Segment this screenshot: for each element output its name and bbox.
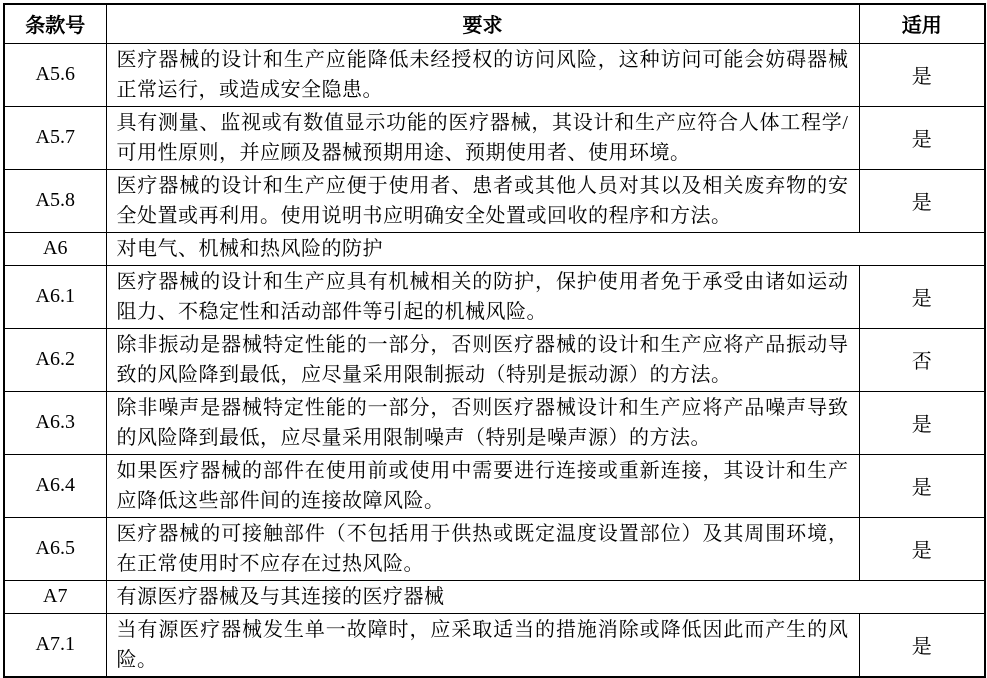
header-applicable: 适用 [859,4,985,43]
applicable-cell: 是 [859,43,985,106]
requirement-cell: 医疗器械的设计和生产应能降低未经授权的访问风险，这种访问可能会妨碍器械正常运行，或造成安全隐患。 [106,43,859,106]
table-row [4,454,985,517]
table-row [4,391,985,454]
applicable-cell: 否 [859,328,985,391]
clause-number-cell: A6.2 [4,328,106,391]
clause-number-cell: A6.3 [4,391,106,454]
requirement-cell: 除非振动是器械特定性能的一部分，否则医疗器械的设计和生产应将产品振动导致的风险降到最低，应尽量采用限制振动（特别是振动源）的方法。 [106,328,859,391]
header-clause-number: 条款号 [4,4,106,43]
clause-number-cell: A5.6 [4,43,106,106]
applicable-cell: 是 [859,169,985,232]
table-row [4,613,985,677]
table-row [4,43,985,106]
requirement-cell: 医疗器械的设计和生产应便于使用者、患者或其他人员对其以及相关废弃物的安全处置或再利用。使用说明书应明确安全处置或回收的程序和方法。 [106,169,859,232]
requirement-cell: 对电气、机械和热风险的防护 [106,232,985,265]
table-body [4,43,985,677]
applicable-cell: 是 [859,517,985,580]
clause-number-cell: A6 [4,232,106,265]
table-row [4,169,985,232]
table-row [4,517,985,580]
table-row [4,106,985,169]
section-row [4,232,985,265]
clause-number-cell: A6.4 [4,454,106,517]
requirement-cell: 除非噪声是器械特定性能的一部分，否则医疗器械设计和生产应将产品噪声导致的风险降到最低，应尽量采用限制噪声（特别是噪声源）的方法。 [106,391,859,454]
applicable-cell: 是 [859,391,985,454]
requirement-cell: 医疗器械的设计和生产应具有机械相关的防护，保护使用者免于承受由诸如运动阻力、不稳定性和活动部件等引起的机械风险。 [106,265,859,328]
clause-number-cell: A6.5 [4,517,106,580]
header-requirement: 要求 [106,4,859,43]
requirement-cell: 有源医疗器械及与其连接的医疗器械 [106,580,985,613]
requirement-cell: 医疗器械的可接触部件（不包括用于供热或既定温度设置部位）及其周围环境，在正常使用时不应存在过热风险。 [106,517,859,580]
applicable-cell: 是 [859,265,985,328]
applicable-cell: 是 [859,613,985,677]
clause-number-cell: A7 [4,580,106,613]
table-header-row [4,4,985,43]
applicable-cell: 是 [859,106,985,169]
clause-number-cell: A7.1 [4,613,106,677]
table-row [4,265,985,328]
requirements-table [3,3,986,678]
requirement-cell: 具有测量、监视或有数值显示功能的医疗器械，其设计和生产应符合人体工程学/可用性原则，并应顾及器械预期用途、预期使用者、使用环境。 [106,106,859,169]
requirement-cell: 如果医疗器械的部件在使用前或使用中需要进行连接或重新连接，其设计和生产应降低这些部件间的连接故障风险。 [106,454,859,517]
applicable-cell: 是 [859,454,985,517]
section-row [4,580,985,613]
table-row [4,328,985,391]
clause-number-cell: A5.8 [4,169,106,232]
clause-number-cell: A6.1 [4,265,106,328]
clause-number-cell: A5.7 [4,106,106,169]
requirement-cell: 当有源医疗器械发生单一故障时，应采取适当的措施消除或降低因此而产生的风险。 [106,613,859,677]
